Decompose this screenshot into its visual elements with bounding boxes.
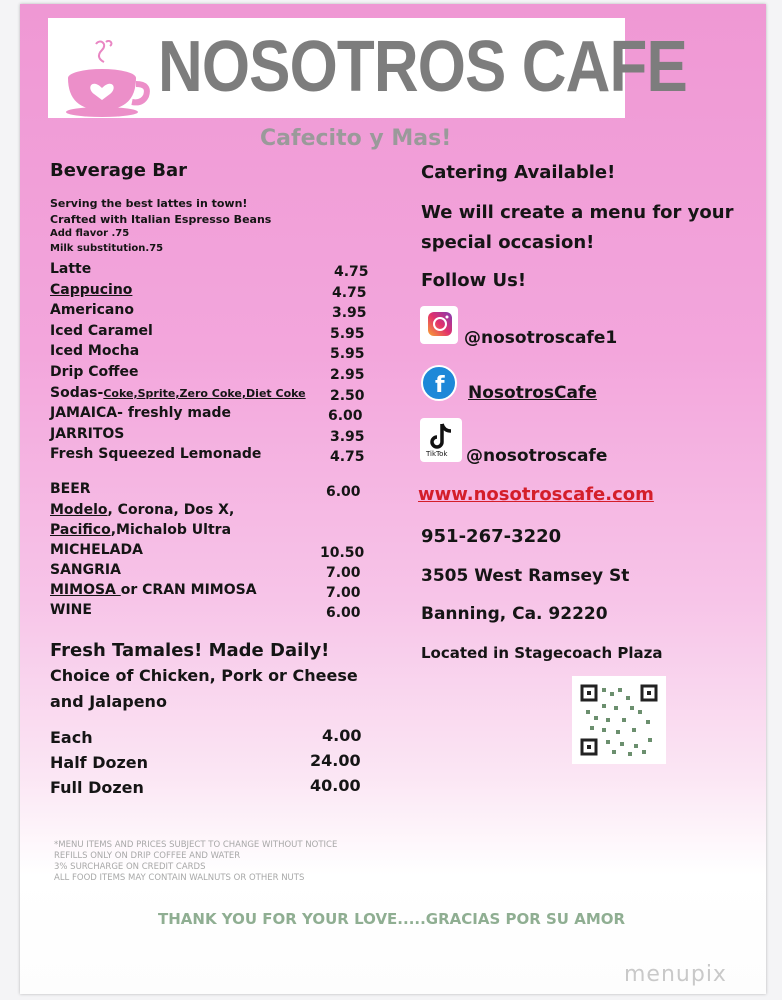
coffee-cup-icon bbox=[66, 40, 150, 118]
menu-item: Cappucino bbox=[50, 282, 133, 298]
address-line-1: 3505 West Ramsey St bbox=[421, 566, 630, 586]
menu-item: JARRITOS bbox=[50, 426, 125, 442]
catering-line-1: We will create a menu for your bbox=[421, 202, 734, 223]
menu-item: SANGRIA bbox=[50, 562, 121, 578]
menu-price: 5.95 bbox=[330, 326, 365, 342]
menu-price: 24.00 bbox=[310, 751, 361, 770]
tamales-line-2: and Jalapeno bbox=[50, 692, 167, 711]
menu-price: 6.00 bbox=[328, 408, 363, 424]
facebook-icon[interactable] bbox=[420, 364, 458, 402]
tagline: Cafecito y Mas! bbox=[260, 126, 452, 151]
menu-price: 7.00 bbox=[326, 565, 361, 581]
menu-item: Iced Mocha bbox=[50, 343, 140, 359]
tamales-line-1: Choice of Chicken, Pork or Cheese bbox=[50, 666, 358, 685]
brand-name: NOSOTROS CAFE bbox=[158, 27, 687, 107]
catering-line-2: special occasion! bbox=[421, 232, 595, 253]
menu-price: 4.75 bbox=[330, 449, 365, 465]
menu-item bbox=[50, 385, 306, 401]
menu-price: 4.75 bbox=[334, 264, 369, 280]
menu-price: 6.00 bbox=[326, 484, 361, 500]
tiktok-handle[interactable]: @nosotroscafe bbox=[466, 446, 608, 466]
menu-price: 2.95 bbox=[330, 367, 365, 383]
menupix-watermark: menupix bbox=[624, 962, 727, 987]
beer-brands-1: Modelo, Corona, Dos X, bbox=[50, 502, 235, 518]
beverage-intro-4: Milk substitution.75 bbox=[50, 243, 164, 254]
facebook-handle[interactable]: NosotrosCafe bbox=[468, 383, 597, 403]
header-banner bbox=[48, 18, 687, 118]
beer-brands-2: Pacifico,Michalob Ultra bbox=[50, 522, 232, 538]
tiktok-label: TikTok bbox=[426, 450, 448, 458]
menu-price: 4.75 bbox=[332, 285, 367, 301]
menu-item: Americano bbox=[50, 302, 134, 318]
instagram-handle[interactable]: @nosotroscafe1 bbox=[464, 328, 618, 348]
menu-price: 4.00 bbox=[322, 726, 362, 745]
menu-price: 7.00 bbox=[326, 585, 361, 601]
menu-price: 5.95 bbox=[330, 346, 365, 362]
phone-number: 951-267-3220 bbox=[421, 526, 562, 547]
menu-price: 6.00 bbox=[326, 605, 361, 621]
menu-price: 3.95 bbox=[332, 305, 367, 321]
menu-sheet bbox=[20, 4, 766, 994]
svg-text:f: f bbox=[435, 373, 445, 398]
fine-print-line: ALL FOOD ITEMS MAY CONTAIN WALNUTS OR OTHER NUTS bbox=[54, 873, 305, 883]
beverage-intro-1: Serving the best lattes in town! bbox=[50, 197, 248, 210]
menu-item: Iced Caramel bbox=[50, 323, 153, 339]
menu-item: Each bbox=[50, 728, 93, 747]
menu-item: Drip Coffee bbox=[50, 364, 139, 380]
beer-brands-rest: , Corona, Dos X, bbox=[107, 502, 235, 518]
tiktok-icon[interactable] bbox=[420, 418, 462, 462]
fine-print-line: 3% SURCHARGE ON CREDIT CARDS bbox=[54, 862, 206, 872]
qr-code-icon[interactable] bbox=[572, 676, 666, 764]
catering-title: Catering Available! bbox=[421, 162, 616, 183]
menu-price: 10.50 bbox=[320, 545, 365, 561]
beverage-intro-3: Add flavor .75 bbox=[50, 228, 130, 239]
location-note: Located in Stagecoach Plaza bbox=[421, 644, 663, 662]
menu-item: JAMAICA- freshly made bbox=[50, 405, 231, 421]
menu-item-name: Sodas- bbox=[50, 385, 104, 401]
website-link[interactable]: www.nosotroscafe.com bbox=[418, 484, 654, 505]
menu-item: MICHELADA bbox=[50, 542, 143, 558]
menu-price: 2.50 bbox=[330, 388, 365, 404]
instagram-icon[interactable] bbox=[420, 306, 458, 344]
fine-print bbox=[54, 840, 337, 884]
beverage-intro-2: Crafted with Italian Espresso Beans bbox=[50, 213, 272, 226]
menu-item: Fresh Squeezed Lemonade bbox=[50, 446, 262, 462]
tamales-title: Fresh Tamales! Made Daily! bbox=[50, 640, 330, 661]
menu-item: MIMOSA or CRAN MIMOSA bbox=[50, 582, 257, 598]
fine-print-line: *MENU ITEMS AND PRICES SUBJECT TO CHANGE WITHOUT NOTICE bbox=[54, 840, 338, 850]
thank-you-message: THANK YOU FOR YOUR LOVE.....GRACIAS POR SU AMOR bbox=[158, 910, 626, 928]
menu-item: WINE bbox=[50, 602, 92, 618]
beverage-title: Beverage Bar bbox=[50, 160, 187, 181]
menu-item: Full Dozen bbox=[50, 778, 144, 797]
menu-item: Half Dozen bbox=[50, 753, 149, 772]
follow-title: Follow Us! bbox=[421, 270, 527, 291]
menu-item: BEER bbox=[50, 481, 91, 497]
fine-print-line: REFILLS ONLY ON DRIP COFFEE AND WATER bbox=[54, 851, 241, 861]
menu-price: 40.00 bbox=[310, 776, 361, 795]
menu-item: Latte bbox=[50, 261, 92, 277]
address-line-2: Banning, Ca. 92220 bbox=[421, 604, 608, 624]
menu-price: 3.95 bbox=[330, 429, 365, 445]
menu-item-sub: Coke,Sprite,Zero Coke,Diet Coke bbox=[103, 387, 306, 400]
